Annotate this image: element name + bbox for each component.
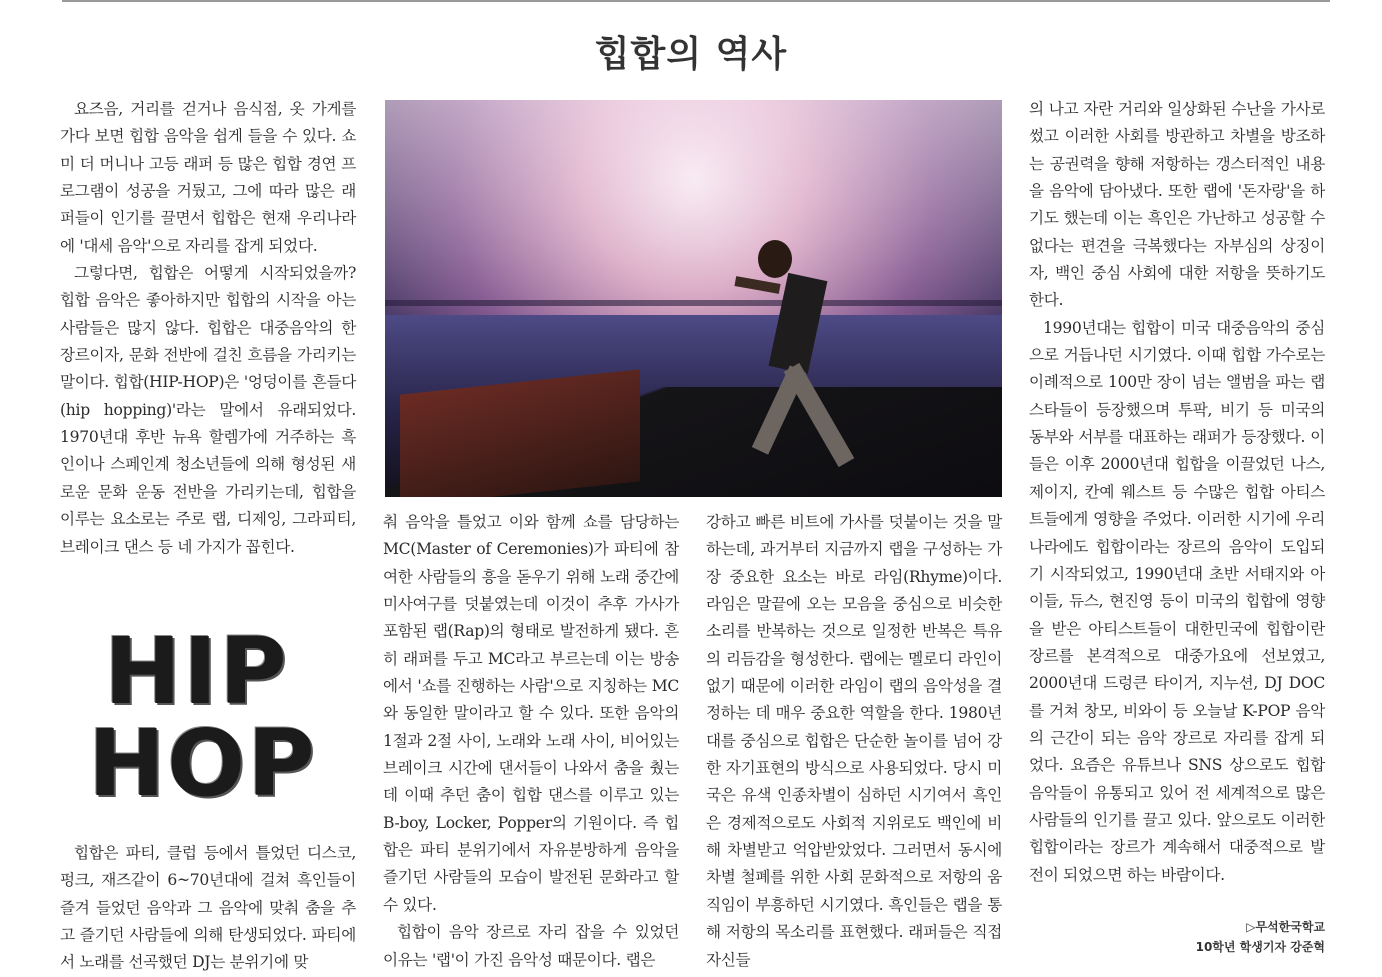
paragraph: 그렇다면, 힙합은 어떻게 시작되었을까? 힙합 음악은 좋아하지만 힙합의 시작을 아는 사람들은 많지 않다. 힙합은 대중음악의 한 장르이자, 문화 전반에 걸친 흐름을 가리키는 말이다. 힙합(HIP-HOP)은 '엉덩이를 흔들다(hip hopping)'라는 말에서 유래되었다. 1970년대 후반 뉴욕 할렘가에 거주하는 흑인이나 스페인계 청소년들에 의해 형성된 새로운 문화 운동 전반을 가리키는데, 힙합을 이루는 요소로는 주로 랩, 디제잉, 그라피티, 브레이크 댄스 등 네 가지가 꼽힌다. (60, 264, 356, 556)
byline (1120, 917, 1325, 957)
top-rule (62, 0, 1330, 2)
stage-truss (385, 300, 1002, 306)
paragraph: 1990년대는 힙합이 미국 대중음악의 중심으로 거듭나던 시기였다. 이때 힙합 가수로는 이례적으로 100만 장이 넘는 앨범을 파는 랩 스타들이 등장했으며 투팍, 비기 등 미국의 동부와 서부를 대표하는 래퍼가 등장했다. 이들은 이후 2000년대 힙합을 이끌었던 나스, 제이지, 칸예 웨스트 등 수많은 힙합 아티스트들에게 영향을 주었다. 이러한 시기에 우리나라에도 힙합이라는 장르의 음악이 도입되기 시작되었고, 1990년대 초반 서태지와 아이들, 듀스, 현진영 등이 미국의 힙합에 영향을 받은 아티스트들이 대한민국에 힙합이란 장르를 본격적으로 대중가요에 선보였고, 2000년대 드렁큰 타이거, 지누션, DJ DOC를 거쳐 창모, 비와이 등 오늘날 K-POP 음악의 근간이 되는 음악 장르로 자리를 잡게 되었다. 요즘은 유튜브나 SNS 상으로도 힙합 음악들이 유통되고 있어 전 세계적으로 많은 사람들의 인기를 끌고 있다. 앞으로도 이러한 힙합이라는 장르가 계속해서 대중적으로 발전이 되었으면 하는 바람이다. (1029, 318, 1325, 884)
paragraph: 춰 음악을 틀었고 이와 함께 쇼를 담당하는 MC(Master of Ceremonies)가 파티에 참여한 사람들의 흥을 돋우기 위해 노래 중간에 미사여구를 덧붙였는데 이것이 추후 가사가 포함된 랩(Rap)의 형태로 발전하게 됐다. 흔히 래퍼를 두고 MC라고 부르는데 이는 방송에서 '쇼를 진행하는 사람'으로 지칭하는 MC와 동일한 말이라고 할 수 있다. 또한 음악의 1절과 2절 사이, 노래와 노래 사이, 비어있는 브레이크 시간에 댄서들이 나와서 춤을 췄는데 이때 추던 춤이 힙합 댄스를 이루고 있는 B-boy, Locker, Popper의 기원이다. 즉 힙합은 파티 분위기에서 자유분방하게 음악을 즐기던 사람들의 모습이 발전된 문화라고 할 수 있다. (383, 513, 679, 914)
column-2 (383, 509, 679, 974)
hip-hop-logo (88, 618, 338, 821)
paragraph: 힙합이 음악 장르로 자리 잡을 수 있었던 이유는 '랩'이 가진 음악성 때문이다. 랩은 (383, 923, 679, 969)
paragraph: 의 나고 자란 거리와 일상화된 수난을 가사로 썼고 이러한 사회를 방관하고 차별을 방조하는 공권력을 향해 저항하는 갱스터적인 내용을 음악에 담아냈다. 또한 랩에 '돈자랑'을 하기도 했는데 이는 흑인은 가난하고 성공할 수 없다는 편견을 극복했다는 자부심의 상징이자, 백인 중심 사회에 대한 저항을 뜻하기도 한다. (1029, 100, 1325, 310)
paragraph: 요즈음, 거리를 걷거나 음식점, 옷 가게를 가다 보면 힙합 음악을 쉽게 들을 수 있다. 쇼미 더 머니나 고등 래퍼 등 많은 힙합 경연 프로그램이 성공을 거뒀고, 그에 따라 많은 래퍼들이 인기를 끌면서 힙합은 현재 우리나라에 '대세 음악'으로 자리를 잡게 되었다. (60, 100, 356, 255)
article-title: 힙합의 역사 (594, 34, 788, 75)
byline-reporter: 10학년 학생기자 강준혁 (1195, 940, 1325, 954)
logo-line-1: HIP (104, 618, 289, 725)
concert-photo (385, 100, 1002, 497)
byline-school: ▷무석한국학교 (1246, 920, 1325, 934)
paragraph: 힙합은 파티, 클럽 등에서 틀었던 디스코, 펑크, 재즈같이 6~70년대에 걸쳐 흑인들이 즐겨 들었던 음악과 그 음악에 맞춰 춤을 추고 즐기던 사람들에 의해 탄생되었다. 파티에서 노래를 선곡했던 DJ는 분위기에 맞 (60, 844, 356, 972)
column-1-top (60, 96, 356, 561)
column-4 (1029, 96, 1325, 889)
paragraph: 강하고 빠른 비트에 가사를 덧붙이는 것을 말하는데, 과거부터 지금까지 랩을 구성하는 가장 중요한 요소는 바로 라임(Rhyme)이다. 라임은 말끝에 오는 모음을 중심으로 비슷한 소리를 반복하는 것으로 일정한 반복은 특유의 리듬감을 형성한다. 랩에는 멜로디 라인이 없기 때문에 이러한 라임이 랩의 음악성을 결정하는 데 매우 중요한 역할을 한다. 1980년대를 중심으로 힙합은 단순한 놀이를 넘어 강한 자기표현의 방식으로 사용되었다. 당시 미국은 유색 인종차별이 심하던 시기여서 흑인은 경제적으로도 사회적 지위로도 백인에 비해 차별받고 억압받았었다. 그러면서 동시에 차별 철폐를 위한 사회 문화적으로 저항의 움직임이 부흥하던 시기였다. 흑인들은 랩을 통해 저항의 목소리를 표현했다. 래퍼들은 직접 자신들 (706, 513, 1002, 969)
logo-line-2: HOP (88, 710, 317, 817)
rapper-figure (740, 240, 890, 470)
column-3 (706, 509, 1002, 974)
column-1-bottom (60, 840, 356, 977)
